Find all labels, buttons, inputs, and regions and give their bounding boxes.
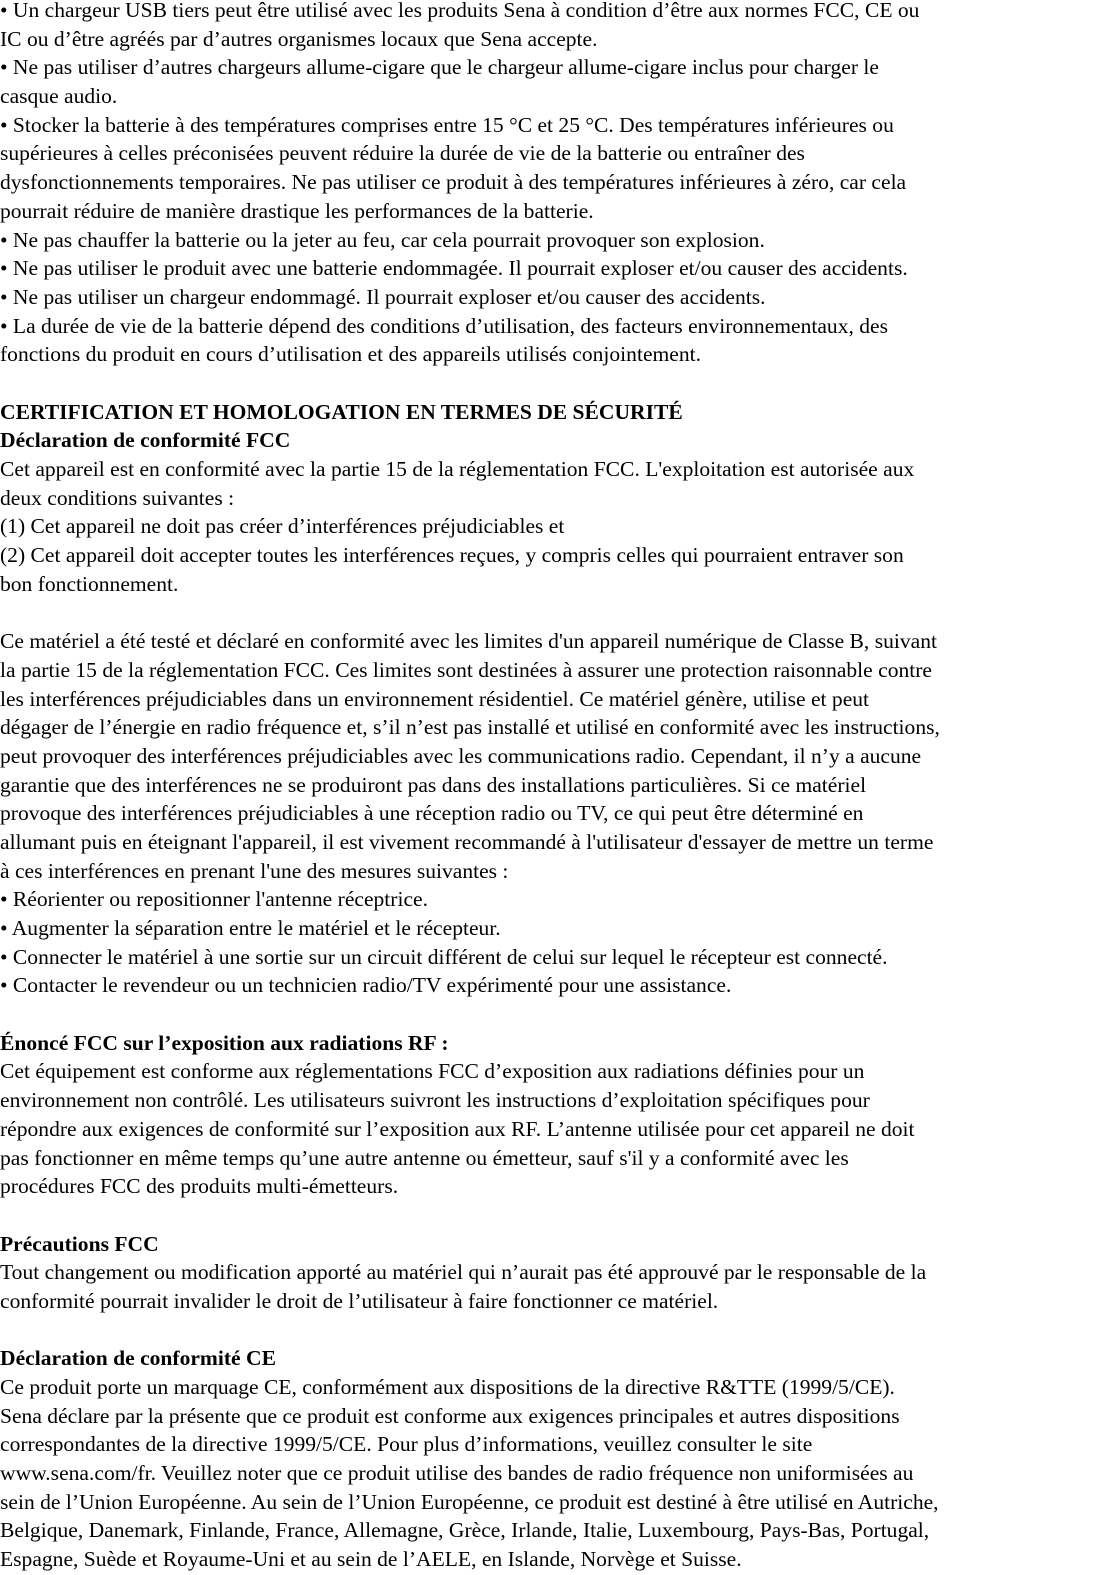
text-line: garantie que des interférences ne se produiront pas dans des installations particulières. Si ce matériel [0,772,867,797]
text-line: Ce matériel a été testé et déclaré en conformité avec les limites d'un appareil numérique de Classe B, suivant [0,629,937,654]
text-line: environnement non contrôlé. Les utilisateurs suivront les instructions d’exploitation spécifiques pour [0,1088,870,1113]
text-line: Sena déclare par la présente que ce produit est conforme aux exigences principales et autres dispositions [0,1403,900,1428]
text-line: casque audio. [0,84,118,109]
section-heading: Énoncé FCC sur l’exposition aux radiations RF : [0,1030,449,1055]
text-line: les interférences préjudiciables dans un environnement résidentiel. Ce matériel génère, utilise et peut [0,686,870,711]
text-line: Espagne, Suède et Royaume-Uni et au sein de l’AELE, en Islande, Norvège et Suisse. [0,1547,742,1572]
text-line: • Stocker la batterie à des températures comprises entre 15 °C et 25 °C. Des températures inférieures ou [0,112,894,137]
text-line: • Ne pas utiliser le produit avec une batterie endommagée. Il pourrait exploser et/ou causer des accidents. [0,256,908,281]
text-line: • Ne pas chauffer la batterie ou la jeter au feu, car cela pourrait provoquer son explosion. [0,227,765,252]
text-line: pas fonctionner en même temps qu’une autre antenne ou émetteur, sauf s'il y a conformité avec les [0,1145,849,1170]
text-line: • Un chargeur USB tiers peut être utilisé avec les produits Sena à condition d’être aux normes FCC, CE ou [0,0,920,22]
text-line: à ces interférences en prenant l'une des mesures suivantes : [0,858,509,883]
text-line: procédures FCC des produits multi-émetteurs. [0,1174,399,1199]
text-line: • Ne pas utiliser un chargeur endommagé. Il pourrait exploser et/ou causer des accidents. [0,284,766,309]
text-line: correspondantes de la directive 1999/5/CE. Pour plus d’informations, veuillez consulter le site [0,1432,813,1457]
blank-line [0,369,1095,398]
section-heading: Déclaration de conformité FCC [0,428,291,453]
blank-line [0,598,1095,627]
text-line: la partie 15 de la réglementation FCC. Ces limites sont destinées à assurer une protection raisonnable contre [0,657,932,682]
text-line: répondre aux exigences de conformité sur l’exposition aux RF. L’antenne utilisée pour cet appareil ne doit [0,1116,915,1141]
text-line: peut provoquer des interférences préjudiciables avec les communications radio. Cependant, il n’y a aucune [0,743,922,768]
text-line: Cet appareil est en conformité avec la partie 15 de la réglementation FCC. L'exploitation est autorisée aux [0,457,915,481]
section-heading: CERTIFICATION ET HOMOLOGATION EN TERMES DE SÉCURITÉ [0,399,683,424]
text-line: dysfonctionnements temporaires. Ne pas utiliser ce produit à des températures inférieures à zéro, car cela [0,170,907,195]
text-line: (1) Cet appareil ne doit pas créer d’interférences préjudiciables et [0,514,565,539]
text-line: bon fonctionnement. [0,571,179,596]
text-line: (2) Cet appareil doit accepter toutes les interférences reçues, y compris celles qui pourraient entraver son [0,543,904,568]
section-heading: Déclaration de conformité CE [0,1346,276,1371]
text-line: • Réorienter ou repositionner l'antenne réceptrice. [0,887,428,912]
blank-line [0,1316,1095,1345]
text-line: allumant puis en éteignant l'appareil, il est vivement recommandé à l'utilisateur d'essayer de mettre un terme [0,829,934,854]
text-line: • Connecter le matériel à une sortie sur un circuit différent de celui sur lequel le récepteur est connecté. [0,944,888,969]
text-line: pourrait réduire de manière drastique les performances de la batterie. [0,198,594,223]
text-line: sein de l’Union Européenne. Au sein de l’Union Européenne, ce produit est destiné à être utilisé en Autriche, [0,1489,939,1514]
text-line: www.sena.com/fr. Veuillez noter que ce produit utilise des bandes de radio fréquence non uniformisées au [0,1461,914,1486]
text-line: • Contacter le revendeur ou un technicien radio/TV expérimenté pour une assistance. [0,973,732,998]
text-line: dégager de l’énergie en radio fréquence et, s’il n’est pas installé et utilisé en conformité avec les instructions, [0,715,940,740]
text-line: • Ne pas utiliser d’autres chargeurs allume-cigare que le chargeur allume-cigare inclus pour charger le [0,55,879,80]
text-line: conformité pourrait invalider le droit de l’utilisateur à faire fonctionner ce matériel. [0,1288,719,1313]
text-line: • Augmenter la séparation entre le matériel et le récepteur. [0,916,501,940]
text-line: provoque des interférences préjudiciables à une réception radio ou TV, ce qui peut être déterminé en [0,801,864,826]
blank-line [0,1201,1095,1230]
blank-line [0,1000,1095,1029]
text-line: Tout changement ou modification apporté au matériel qui n’aurait pas été approuvé par le responsable de la [0,1260,927,1285]
text-line: • La durée de vie de la batterie dépend des conditions d’utilisation, des facteurs environnementaux, des [0,313,889,338]
section-heading: Précautions FCC [0,1231,159,1256]
text-line: Ce produit porte un marquage CE, conformément aux dispositions de la directive R&TTE (1999/5/CE). [0,1375,895,1399]
text-line: IC ou d’être agréés par d’autres organismes locaux que Sena accepte. [0,26,598,51]
text-line: supérieures à celles préconisées peuvent réduire la durée de vie de la batterie ou entraîner des [0,141,805,166]
text-line: Belgique, Danemark, Finlande, France, Allemagne, Grèce, Irlande, Italie, Luxembourg, Pays-Bas, Portugal, [0,1518,930,1543]
text-line: deux conditions suivantes : [0,485,235,510]
text-line: Cet équipement est conforme aux réglementations FCC d’exposition aux radiations définies pour un [0,1059,865,1084]
text-line: fonctions du produit en cours d’utilisation et des appareils utilisés conjointement. [0,342,702,367]
